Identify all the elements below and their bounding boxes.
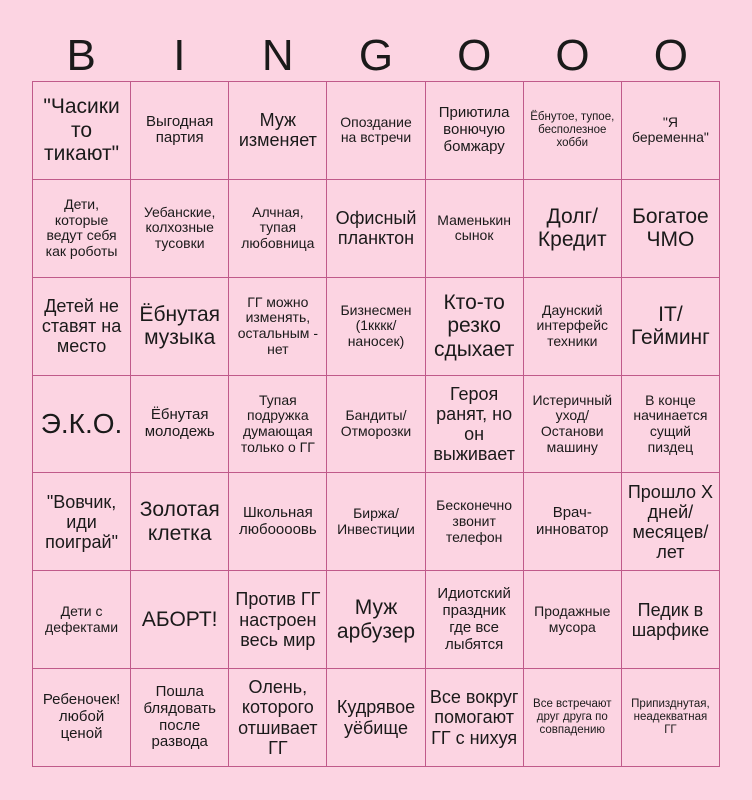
bingo-cell[interactable]: "Часики то тикают" [33,82,131,180]
bingo-cell[interactable]: Даунский интерфейс техники [524,278,622,376]
title-letter: O [653,31,688,80]
bingo-cell[interactable]: Ребеночек! любой ценой [33,669,131,767]
bingo-cell[interactable]: Все встречают друг друга по совпадению [524,669,622,767]
bingo-cell[interactable]: "Я беременна" [622,82,720,180]
bingo-cell[interactable]: Кто-то резко сдыхает [426,278,524,376]
bingo-cell[interactable]: IT/ Гейминг [622,278,720,376]
title-letter: B [66,31,96,80]
bingo-cell[interactable]: Богатое ЧМО [622,180,720,278]
bingo-cell[interactable]: ГГ можно изменять, остальным - нет [229,278,327,376]
title-letter: G [358,31,394,80]
bingo-cell[interactable]: Дети, которые ведут себя как роботы [33,180,131,278]
bingo-cell[interactable]: Выгодная партия [131,82,229,180]
bingo-cell[interactable]: Э.К.О. [33,376,131,474]
bingo-cell[interactable]: Бесконечно звонит телефон [426,473,524,571]
bingo-cell[interactable]: Ёбнутая молодежь [131,376,229,474]
bingo-cell[interactable]: Пошла блядовать после развода [131,669,229,767]
bingo-cell[interactable]: Уебанские, колхозные тусовки [131,180,229,278]
title-letter: N [261,31,294,80]
bingo-cell[interactable]: Биржа/ Инвестиции [327,473,425,571]
bingo-cell[interactable]: Олень, которого отшивает ГГ [229,669,327,767]
bingo-cell[interactable]: Продажные мусора [524,571,622,669]
bingo-cell[interactable]: Алчная, тупая любовница [229,180,327,278]
bingo-cell[interactable]: Бандиты/ Отморозки [327,376,425,474]
bingo-cell[interactable]: Муж изменяет [229,82,327,180]
bingo-cell[interactable]: Ёбнутая музыка [131,278,229,376]
title-letter: I [173,31,186,80]
bingo-title [32,30,720,82]
bingo-grid [32,81,720,767]
bingo-cell[interactable]: Опоздание на встречи [327,82,425,180]
bingo-cell[interactable]: Против ГГ настроен весь мир [229,571,327,669]
bingo-cell[interactable]: Школьная любоооовь [229,473,327,571]
bingo-cell[interactable]: Бизнесмен (1кккк/ наносек) [327,278,425,376]
bingo-cell[interactable]: В конце начинается сущий пиздец [622,376,720,474]
bingo-cell[interactable]: Дети с дефектами [33,571,131,669]
bingo-cell[interactable]: Долг/ Кредит [524,180,622,278]
bingo-cell[interactable]: Тупая подружка думающая только о ГГ [229,376,327,474]
bingo-cell[interactable]: Прошло X дней/ месяцев/ лет [622,473,720,571]
bingo-cell[interactable]: Ёбнутое, тупое, бесполезное хобби [524,82,622,180]
bingo-cell[interactable]: Идиотский праздник где все лыбятся [426,571,524,669]
bingo-cell[interactable]: Кудрявое уёбище [327,669,425,767]
bingo-cell[interactable]: Маменькин сынок [426,180,524,278]
bingo-cell[interactable]: Офисный планктон [327,180,425,278]
bingo-cell[interactable]: АБОРТ! [131,571,229,669]
bingo-cell[interactable]: Истеричный уход/ Останови машину [524,376,622,474]
bingo-cell[interactable]: Врач-инноватор [524,473,622,571]
bingo-cell[interactable]: Педик в шарфике [622,571,720,669]
bingo-cell[interactable]: Муж арбузер [327,571,425,669]
title-letter: O [457,31,492,80]
bingo-cell[interactable]: "Вовчик, иди поиграй" [33,473,131,571]
title-letter: O [555,31,590,80]
bingo-cell[interactable]: Припизднутая, неадекватная ГГ [622,669,720,767]
bingo-cell[interactable]: Золотая клетка [131,473,229,571]
bingo-cell[interactable]: Детей не ставят на место [33,278,131,376]
bingo-cell[interactable]: Все вокруг помогают ГГ с нихуя [426,669,524,767]
bingo-cell[interactable]: Приютила вонючую бомжару [426,82,524,180]
bingo-cell[interactable]: Героя ранят, но он выживает [426,376,524,474]
